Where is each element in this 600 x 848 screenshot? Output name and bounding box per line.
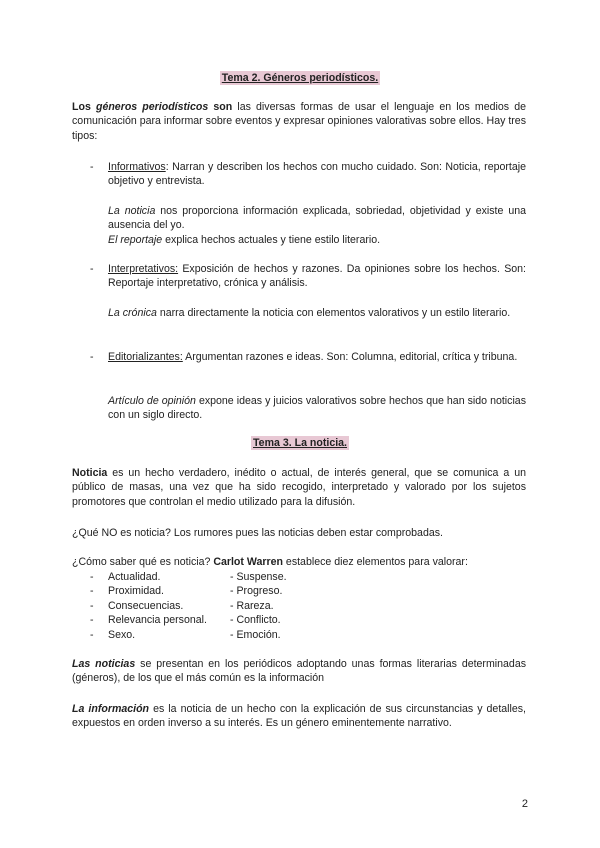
note-articulo-opinion: Artículo de opinión expone ideas y juicios valorativos sobre hechos que han sido noticias con un siglo directo. (108, 395, 526, 422)
list-item: - Sexo. - Emoción. (90, 628, 281, 641)
noticia-definition: Noticia es un hecho verdadero, inédito o actual, de interés general, que se comunica a un público de masas, una vez que ha sido recogido, interpretado y valorado por los sujetos promotores que controlan el medio utilizado para la difusión. (72, 467, 526, 508)
note-la-cronica: La crónica narra directamente la noticia con elementos valorativos y un estilo literario. (108, 307, 511, 319)
note-el-reportaje: El reportaje explica hechos actuales y tiene estilo literario. (108, 234, 381, 246)
las-noticias-paragraph: Las noticias se presentan en los periódicos adoptando unas formas literarias determinadas (géneros), de los que el más común es la información (72, 658, 527, 685)
list-item: - Consecuencias. - Rareza. (90, 599, 274, 612)
la-informacion-paragraph: La información es la noticia de un hecho con la explicación de sus circunstancias y detalles, expuestos en orden inverso a su interés. Es un género eminentemente narrativo. (72, 703, 526, 730)
note-la-noticia: La noticia nos proporciona información explicada, sobriedad, objetividad y existe una ausencia del yo. (108, 205, 526, 232)
list-item: - Relevancia personal. - Conflicto. (90, 614, 281, 627)
list-item: - Proximidad. - Progreso. (90, 585, 283, 598)
how-paragraph: ¿Cómo saber qué es noticia? Carlot Warren establece diez elementos para valorar: (72, 556, 468, 568)
list-item: - Actualidad. - Suspense. (90, 571, 287, 583)
elements-list (90, 570, 390, 642)
intro-paragraph: Los géneros periodísticos son las diversas formas de usar el lenguaje en los medios de comunicación para informar sobre eventos y expresar opiniones valorativas sobre ellos. Hay tres tipos: (72, 101, 526, 142)
list-item-editorializantes: - Editorializantes: Argumentan razones e ideas. Son: Columna, editorial, crítica y tribuna. (90, 351, 518, 363)
question-paragraph: ¿Qué NO es noticia? Los rumores pues las noticias deben estar comprobadas. (72, 527, 443, 539)
page-number: 2 (521, 798, 528, 810)
list-item-interpretativos: - Interpretativos: Exposición de hechos y razones. Da opiniones sobre los hechos. Son: Reportaje interpretativo, crónica y análisis. (90, 263, 526, 290)
section-title-tema3: Tema 3. La noticia. (253, 437, 347, 449)
list-item-informativos: - Informativos: Narran y describen los hechos con mucho cuidado. Son: Noticia, reportaje objetivo y entrevista. (90, 161, 526, 188)
section-title-tema2: Tema 2. Géneros periodísticos. (221, 72, 379, 84)
